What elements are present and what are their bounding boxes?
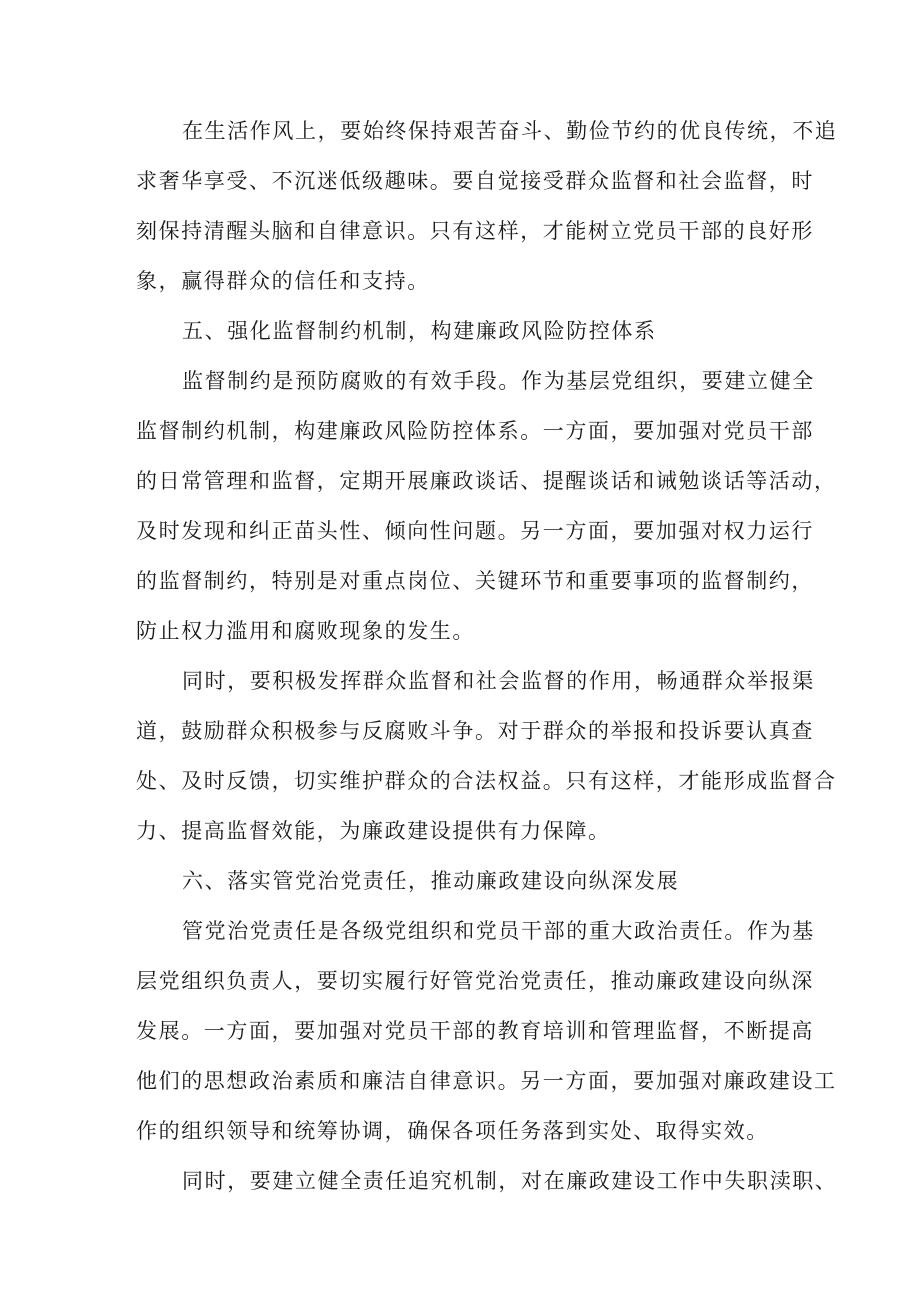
- paragraph-line: 处、及时反馈，切实维护群众的合法权益。只有这样，才能形成监督合: [136, 769, 837, 793]
- paragraph-line: 防止权力滥用和腐败现象的发生。: [136, 619, 475, 643]
- paragraph-line: 道，鼓励群众积极参与反腐败斗争。对于群众的举报和投诉要认真查: [136, 719, 814, 743]
- paragraph-line: 管党治党责任是各级党组织和党员干部的重大政治责任。作为基: [182, 919, 815, 943]
- section-heading: 五、强化监督制约机制，构建廉政风险防控体系: [182, 319, 657, 343]
- paragraph-line: 象，赢得群众的信任和支持。: [136, 269, 430, 293]
- paragraph-line: 同时，要积极发挥群众监督和社会监督的作用，畅通群众举报渠: [182, 669, 815, 693]
- paragraph-line: 同时，要建立健全责任追究机制，对在廉政建设工作中失职渎职、: [182, 1169, 838, 1193]
- document-body: [136, 110, 838, 1202]
- paragraph-line: 的日常管理和监督，定期开展廉政谈话、提醒谈话和诫勉谈话等活动，: [136, 469, 837, 493]
- paragraph-line: 刻保持清醒头脑和自律意识。只有这样，才能树立党员干部的良好形: [136, 219, 814, 243]
- paragraph-line: 力、提高监督效能，为廉政建设提供有力保障。: [136, 819, 611, 843]
- section-heading: 六、落实管党治党责任，推动廉政建设向纵深发展: [182, 869, 680, 893]
- paragraph-line: 作的组织领导和统筹协调，确保各项任务落到实处、取得实效。: [136, 1119, 769, 1143]
- paragraph-line: 层党组织负责人，要切实履行好管党治党责任，推动廉政建设向纵深: [136, 969, 814, 993]
- paragraph-line: 监督制约是预防腐败的有效手段。作为基层党组织，要建立健全: [182, 369, 815, 393]
- paragraph-line: 及时发现和纠正苗头性、倾向性问题。另一方面，要加强对权力运行: [136, 519, 814, 543]
- paragraph-line: 在生活作风上，要始终保持艰苦奋斗、勤俭节约的优良传统，不追: [182, 119, 838, 143]
- paragraph-line: 他们的思想政治素质和廉洁自律意识。另一方面，要加强对廉政建设工: [136, 1069, 837, 1093]
- paragraph-line: 的监督制约，特别是对重点岗位、关键环节和重要事项的监督制约，: [136, 569, 814, 593]
- paragraph-line: 监督制约机制，构建廉政风险防控体系。一方面，要加强对党员干部: [136, 419, 814, 443]
- paragraph-line: 求奢华享受、不沉迷低级趣味。要自觉接受群众监督和社会监督，时: [136, 169, 814, 193]
- paragraph-line: 发展。一方面，要加强对党员干部的教育培训和管理监督，不断提高: [136, 1019, 814, 1043]
